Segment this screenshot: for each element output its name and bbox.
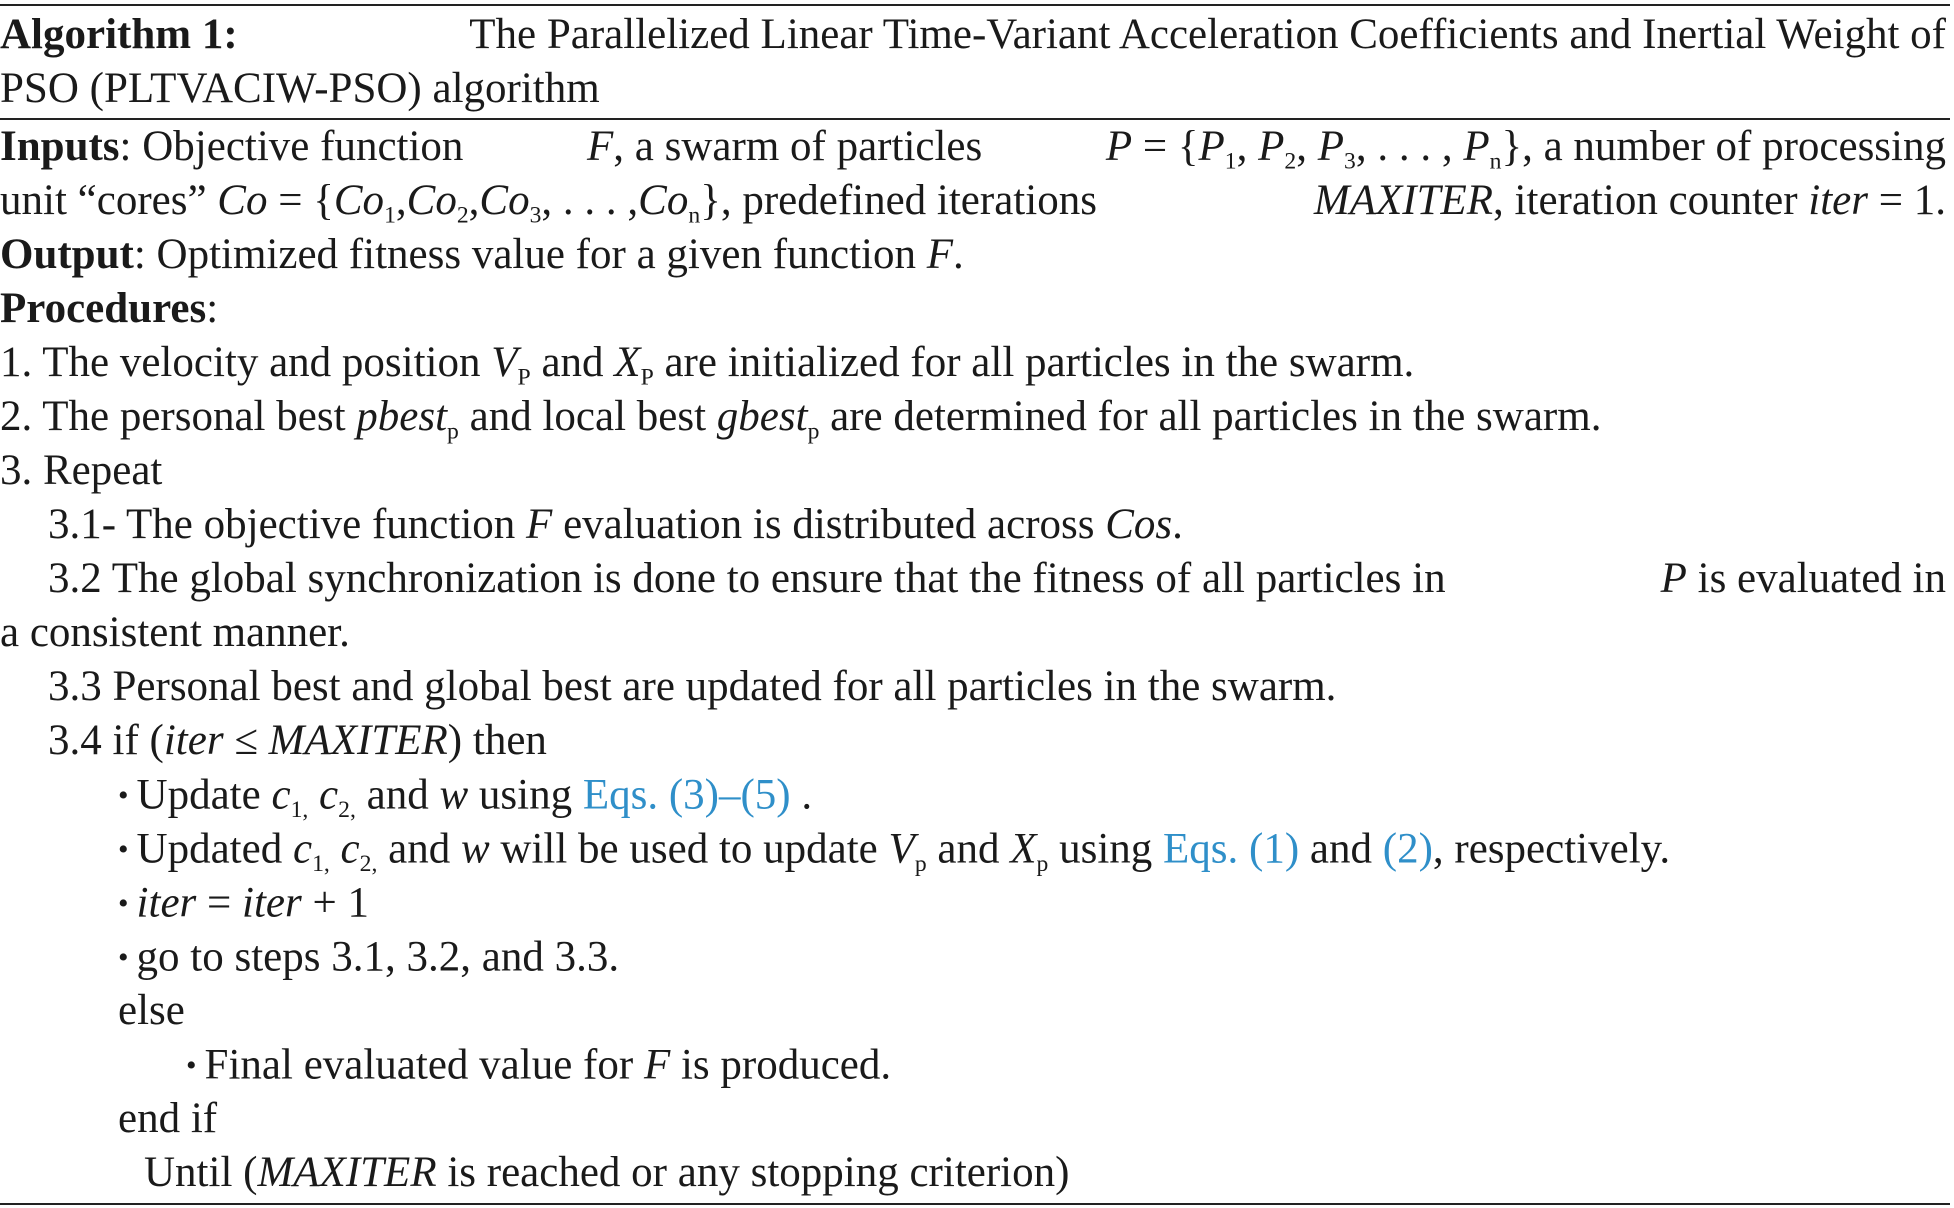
procedures-heading: Procedures:	[0, 285, 219, 332]
bullet-icon: •	[118, 778, 129, 812]
bullet-icon: •	[118, 940, 129, 974]
step-3: 3. Repeat	[0, 447, 163, 494]
inputs-line-2: unit “cores” $Co = \{Co_1,Co_2,Co_3$, . . . $,Co_n$}, predefined iterations MAXITER, iteration counter iter = 1.	[0, 177, 1946, 229]
bullet-iter-increment: • iter = iter + 1	[118, 879, 370, 927]
step-3-2-line-1: 3.2 The global synchronization is done to ensure that the fitness of all particles in P is evaluated in	[48, 555, 1946, 602]
step-3-2-line-2: a consistent manner.	[0, 609, 350, 656]
algorithm-label: Algorithm 1:	[0, 11, 238, 58]
output-label: Output	[0, 231, 134, 278]
bullet-update-coefficients: • Update $c_{1,}$ $c_{2,}$ and w using Eqs. (3)–(5) .	[118, 771, 813, 823]
else-keyword: else	[118, 987, 185, 1034]
bullet-goto-steps: • go to steps 3.1, 3.2, and 3.3.	[118, 933, 620, 981]
algorithm-title-line-2: PSO (PLTVACIW-PSO) algorithm	[0, 65, 600, 112]
algorithm-title-part1: The Parallelized Linear Time-Variant Acceleration Coefficients and Inertial Weight of	[469, 11, 1946, 58]
step-1: 1. The velocity and position $V_P$ and $X_P$ are initialized for all particles in the swarm.	[0, 339, 1415, 391]
inputs-line-1: Inputs: Objective function F, a swarm of particles $P = \{P_1$, $P_2$, $P_3$, . . . , $P_n$}, a number of processing	[0, 123, 1946, 175]
bullet-icon: •	[186, 1048, 197, 1082]
until-line: Until (MAXITER is reached or any stopping criterion)	[144, 1149, 1070, 1196]
algorithm-title-line-1	[0, 8, 1946, 62]
step-2: 2. The personal best pbest$_p$ and local best gbest$_p$ are determined for all particles in the swarm.	[0, 393, 1602, 445]
inputs-label: Inputs	[0, 123, 120, 170]
bullet-icon: •	[118, 886, 129, 920]
bottom-rule	[0, 1203, 1950, 1205]
output-line: Output: Optimized fitness value for a given function F.	[0, 231, 964, 278]
bullet-final-value: • Final evaluated value for F is produced.	[186, 1041, 892, 1089]
eqs-3-5-link[interactable]: Eqs. (3)–(5)	[582, 771, 791, 819]
eq-2-link[interactable]: (2)	[1382, 825, 1433, 873]
bullet-update-velocity-position: • Updated $c_{1,}$ $c_{2,}$ and w will be used to update $V_p$ and $X_p$ using Eqs. (1) and (2), respectively.	[118, 825, 1671, 877]
top-rule	[0, 4, 1950, 6]
step-3-4: 3.4 if (iter ≤ MAXITER) then	[48, 717, 547, 764]
bullet-icon: •	[118, 832, 129, 866]
end-if-keyword: end if	[118, 1095, 218, 1142]
step-3-1: 3.1- The objective function F evaluation is distributed across Cos.	[48, 501, 1183, 548]
eqs-1-link[interactable]: Eqs. (1)	[1163, 825, 1300, 873]
step-3-3: 3.3 Personal best and global best are updated for all particles in the swarm.	[48, 663, 1337, 710]
